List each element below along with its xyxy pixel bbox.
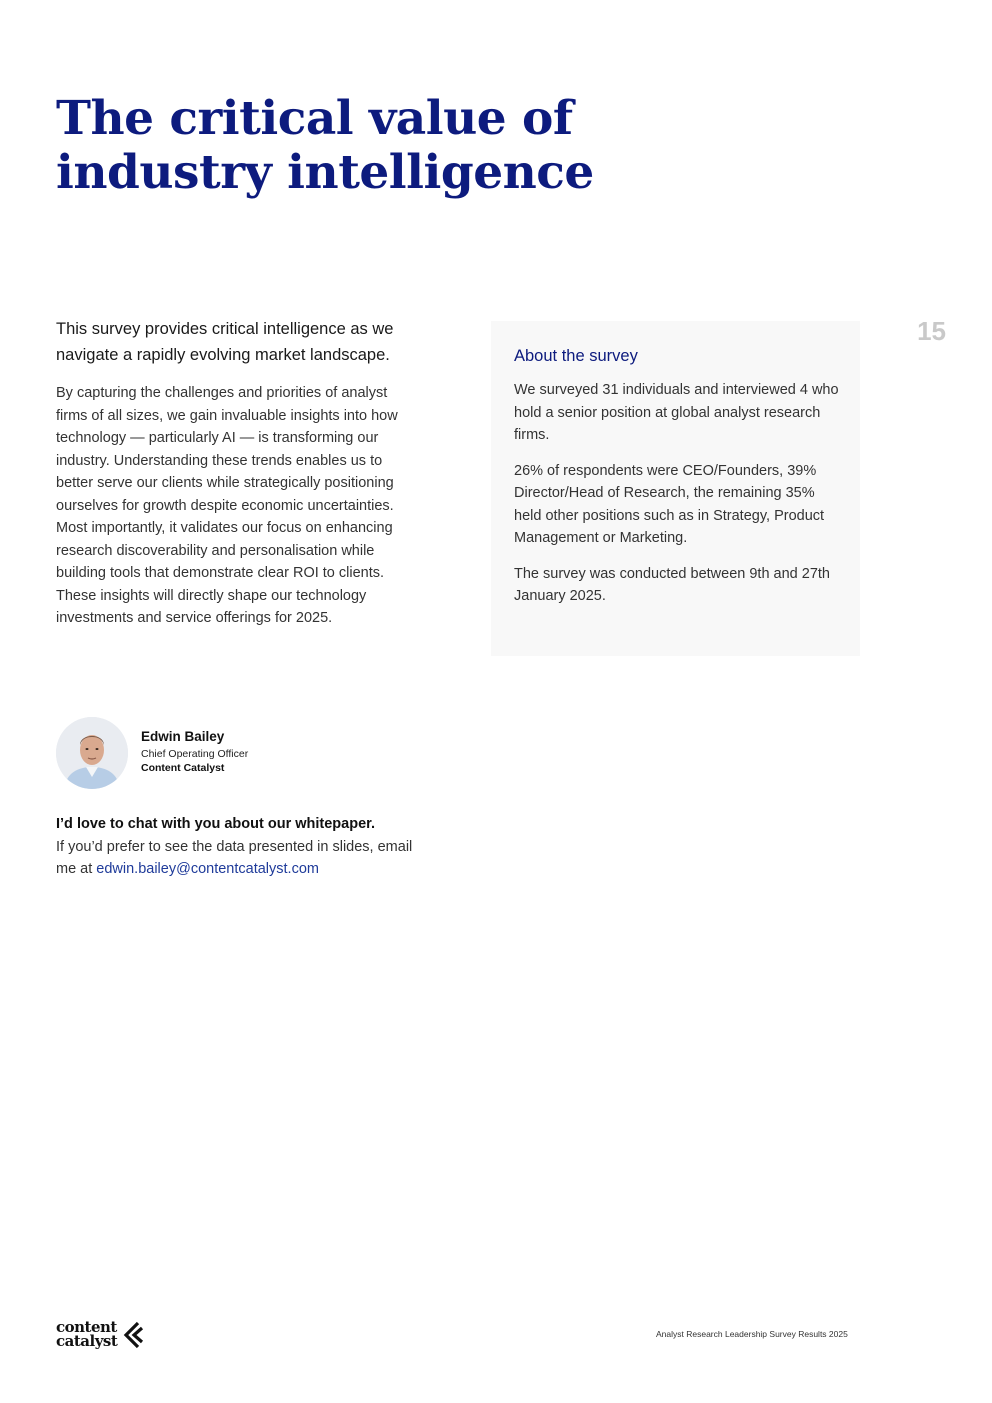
logo-wordmark	[56, 1320, 117, 1348]
avatar	[56, 717, 128, 789]
contact-text	[56, 836, 436, 881]
about-survey-box	[491, 321, 860, 656]
logo-line-2: catalyst	[56, 1332, 118, 1350]
logo-line-1: content	[56, 1318, 117, 1336]
about-survey-paragraph: The survey was conducted between 9th and 27th January 2025.	[514, 565, 830, 604]
email-link[interactable]: edwin.bailey@contentcatalyst.com	[96, 861, 319, 877]
title-line-2: industry intelligence	[56, 145, 594, 200]
title-line-1: The critical value of	[56, 91, 573, 146]
intro-lead: This survey provides critical intelligence as we navigate a rapidly evolving market landscape.	[56, 320, 394, 364]
author-name: Edwin Bailey	[141, 729, 225, 744]
author-role: Chief Operating Officer	[141, 748, 249, 760]
intro-section	[56, 316, 418, 630]
person-photo-icon	[56, 717, 128, 789]
about-survey-paragraph: 26% of respondents were CEO/Founders, 39% Director/Head of Research, the remaining 35% held other positions such as in Strategy, Product Management or Marketing.	[514, 462, 825, 546]
page-title	[56, 92, 616, 200]
intro-body: By capturing the challenges and priorities of analyst firms of all sizes, we gain invaluable insights into how technology — particularly AI — is transforming our industry. Understanding these trends enables us to better serve our clients while strategically positioning ourselves for growth despite economic uncertainties. Most importantly, it validates our focus on enhancing research discoverability and personalisation while building tools that demonstrate clear ROI to clients. These insights will directly shape our technology investments and service offerings for 2025.	[56, 385, 398, 626]
author-card	[56, 717, 416, 791]
contact-section	[56, 813, 436, 881]
about-survey-paragraph: We surveyed 31 individuals and interviewed 4 who hold a senior position at global analyst research firms.	[514, 382, 839, 443]
logo-mark-icon	[122, 1321, 144, 1349]
company-logo	[56, 1320, 146, 1352]
about-survey-title: About the survey	[514, 347, 638, 365]
page-number: 15	[917, 316, 946, 346]
footer-report-title: Analyst Research Leadership Survey Results 2025	[656, 1329, 848, 1339]
author-company: Content Catalyst	[141, 762, 225, 774]
contact-heading: I’d love to chat with you about our whitepaper.	[56, 816, 376, 832]
contact-prompt: If you’d prefer to see the data presented in slides, email me at	[56, 838, 413, 877]
